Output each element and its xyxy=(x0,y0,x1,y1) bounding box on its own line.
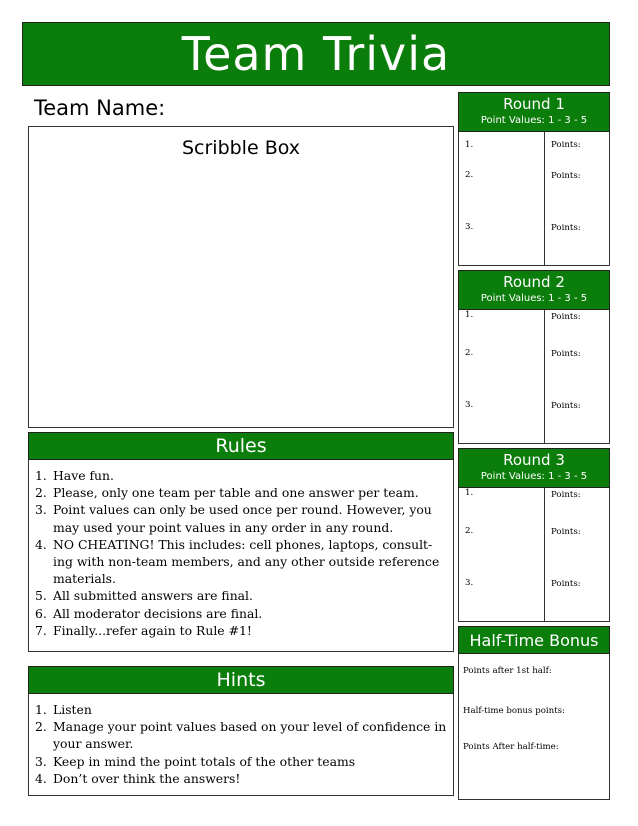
round-1-answer-grid[interactable] xyxy=(458,132,610,266)
rules-list-item xyxy=(35,605,447,622)
rule-number: 1. xyxy=(35,468,47,483)
round-2-answer-1-points-label: Points: xyxy=(551,312,581,322)
round-2-answer-grid[interactable] xyxy=(458,310,610,444)
hint-number: 4. xyxy=(35,770,47,786)
hints-list-item xyxy=(35,753,447,770)
round-3-answer-3-points-label: Points: xyxy=(551,579,581,589)
hint-number: 2. xyxy=(35,719,47,735)
round-3-answer-3-number: 3. xyxy=(465,578,474,588)
round-3-point-values: Point Values: 1 - 3 - 5 xyxy=(480,471,588,482)
rules-box xyxy=(28,460,454,652)
rule-number: 6. xyxy=(35,605,47,621)
halftime-points-after-first-half-label: Points after 1st half: xyxy=(463,666,552,676)
round-2-answer-2-points-label: Points: xyxy=(551,349,581,359)
rule-text: All moderator decisions are final. xyxy=(53,605,263,621)
round-3-answer-2-number: 2. xyxy=(465,526,474,536)
round-3-answer-1-number: 1. xyxy=(465,488,474,498)
halftime-box[interactable] xyxy=(458,654,610,800)
halftime-bonus-points-label: Half-time bonus points: xyxy=(463,706,565,716)
rule-number: 7. xyxy=(35,622,47,638)
round-2-answer-1-number: 1. xyxy=(465,310,474,320)
round-2-column-divider xyxy=(544,310,545,443)
halftime-title: Half-Time Bonus xyxy=(469,630,599,650)
rule-number: 5. xyxy=(35,588,47,604)
round-1-answer-2-number: 2. xyxy=(465,170,474,180)
rule-number: 3. xyxy=(35,502,47,518)
hints-list-item xyxy=(35,770,447,787)
hints-list xyxy=(35,701,447,787)
round-3-title: Round 3 xyxy=(503,451,565,469)
hint-number: 3. xyxy=(35,753,47,769)
hint-number: 1. xyxy=(35,702,47,717)
round-3-answer-2-points-label: Points: xyxy=(551,527,581,537)
round-3-answer-grid[interactable] xyxy=(458,488,610,622)
rules-list xyxy=(35,467,447,639)
rule-number: 2. xyxy=(35,485,47,501)
rule-number: 4. xyxy=(35,536,47,552)
round-2-answer-3-number: 3. xyxy=(465,400,474,410)
rule-text: NO CHEATING! This includes: cell phones, laptops, consult-ing with non-team members, and any other outside reference materials. xyxy=(53,536,440,587)
round-3-answer-1-points-label: Points: xyxy=(551,490,581,500)
round-2-answer-3-points-label: Points: xyxy=(551,401,581,411)
rule-text: Point values can only be used once per round. However, you may used your point values in any order in any round. xyxy=(53,502,432,535)
round-3-column-divider xyxy=(544,488,545,621)
round-2-answer-2-number: 2. xyxy=(465,348,474,358)
round-2-title: Round 2 xyxy=(503,273,565,291)
round-1-answer-2-points-label: Points: xyxy=(551,171,581,181)
round-1-title: Round 1 xyxy=(503,95,565,113)
rules-list-item xyxy=(35,467,447,484)
rule-text: Have fun. xyxy=(53,468,114,483)
page-title: Team Trivia xyxy=(181,27,451,81)
rules-list-item xyxy=(35,587,447,604)
hint-text: Keep in mind the point totals of the other teams xyxy=(53,753,356,769)
round-1-column-divider xyxy=(544,132,545,265)
hints-box xyxy=(28,694,454,796)
hint-text: Listen xyxy=(53,702,92,717)
round-2-header xyxy=(458,270,610,310)
rules-list-item xyxy=(35,536,447,588)
hint-text: Don’t over think the answers! xyxy=(53,770,241,786)
rule-text: Please, only one team per table and one answer per team. xyxy=(53,485,419,501)
rules-list-item xyxy=(35,622,447,639)
round-1-point-values: Point Values: 1 - 3 - 5 xyxy=(480,115,588,126)
round-1-answer-3-number: 3. xyxy=(465,222,474,232)
hints-list-item xyxy=(35,701,447,718)
round-2-point-values: Point Values: 1 - 3 - 5 xyxy=(480,293,588,304)
halftime-points-after-label: Points After half-time: xyxy=(463,742,559,752)
hints-header xyxy=(28,666,454,694)
title-banner xyxy=(22,22,610,86)
rule-text: Finally...refer again to Rule #1! xyxy=(53,622,252,638)
scribble-box-title: Scribble Box xyxy=(181,137,301,159)
rules-title: Rules xyxy=(215,435,267,457)
halftime-header xyxy=(458,626,610,654)
round-1-answer-1-points-label: Points: xyxy=(551,140,581,150)
hints-title: Hints xyxy=(216,669,266,691)
round-3-header xyxy=(458,448,610,488)
round-1-header xyxy=(458,92,610,132)
scribble-box[interactable] xyxy=(28,126,454,428)
round-1-answer-3-points-label: Points: xyxy=(551,223,581,233)
hints-list-item xyxy=(35,718,447,752)
rules-header xyxy=(28,432,454,460)
team-name-label: Team Name: xyxy=(34,96,166,120)
rules-list-item xyxy=(35,501,447,535)
rule-text: All submitted answers are final. xyxy=(53,588,253,604)
hint-text: Manage your point values based on your level of confidence in your answer. xyxy=(53,719,447,752)
round-1-answer-1-number: 1. xyxy=(465,140,474,150)
rules-list-item xyxy=(35,484,447,501)
